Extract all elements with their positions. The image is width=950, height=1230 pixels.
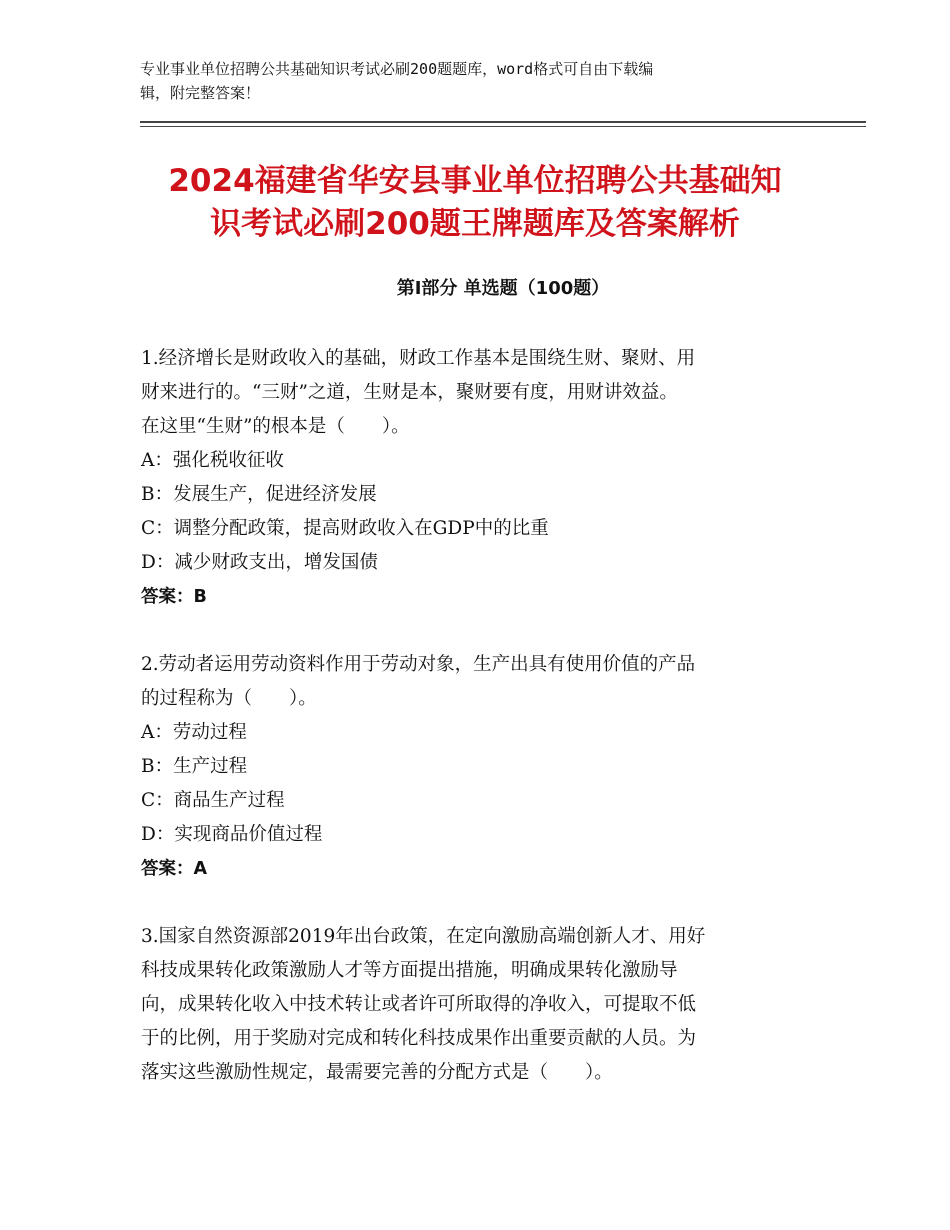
- question-stem-line: 财来进行的。“三财”之道，生财是本，聚财要有度，用财讲效益。: [141, 382, 678, 403]
- question-stem-line: 的过程称为（ ）。: [141, 688, 317, 709]
- option-c: C：调整分配政策，提高财政收入在GDP中的比重: [141, 518, 549, 539]
- document-title-line: 2024福建省华安县事业单位招聘公共基础知: [168, 163, 782, 199]
- header-divider: [140, 121, 866, 123]
- running-header: [140, 57, 790, 105]
- question-item: [141, 342, 821, 614]
- question-stem: [141, 342, 821, 444]
- question-stem-line: 科技成果转化政策激励人才等方面提出措施，明确成果转化激励导: [141, 960, 678, 981]
- question-item: [141, 920, 821, 1090]
- option-a: A：劳动过程: [141, 722, 247, 743]
- option-b: B：生产过程: [141, 756, 248, 777]
- question-stem-line: 于的比例，用于奖励对完成和转化科技成果作出重要贡献的人员。为: [141, 1028, 697, 1049]
- document-title-line: 识考试必刷200题王牌题库及答案解析: [210, 206, 740, 242]
- option-d: D：减少财政支出，增发国债: [141, 552, 378, 573]
- question-stem-line: 在这里“生财”的根本是（ ）。: [141, 416, 410, 437]
- question-stem-line: 3.国家自然资源部2019年出台政策，在定向激励高端创新人才、用好: [141, 926, 706, 947]
- answer-line: 答案：B: [141, 587, 207, 607]
- question-list: [141, 342, 821, 1124]
- question-stem-line: 向，成果转化收入中技术转让或者许可所取得的净收入，可提取不低: [141, 994, 697, 1015]
- question-item: [141, 648, 821, 886]
- document-title: [100, 160, 850, 246]
- question-stem-line: 2.劳动者运用劳动资料作用于劳动对象，生产出具有使用价值的产品: [141, 654, 696, 675]
- option-c: C：商品生产过程: [141, 790, 285, 811]
- question-stem-line: 落实这些激励性规定，最需要完善的分配方式是（ ）。: [141, 1062, 613, 1083]
- question-stem: [141, 648, 821, 716]
- header-divider-thin: [140, 126, 866, 127]
- option-b: B：发展生产，促进经济发展: [141, 484, 377, 505]
- section-heading: 第Ⅰ部分 单选题（100题）: [396, 278, 610, 299]
- answer-line: 答案：A: [141, 859, 208, 879]
- option-a: A：强化税收征收: [141, 450, 284, 471]
- question-stem: [141, 920, 821, 1090]
- running-header-line: 辑，附完整答案！: [140, 84, 261, 102]
- question-stem-line: 1.经济增长是财政收入的基础，财政工作基本是围绕生财、聚财、用: [141, 348, 696, 369]
- running-header-line: 专业事业单位招聘公共基础知识考试必刷200题题库，word格式可自由下载编: [140, 60, 654, 78]
- option-d: D：实现商品价值过程: [141, 824, 323, 845]
